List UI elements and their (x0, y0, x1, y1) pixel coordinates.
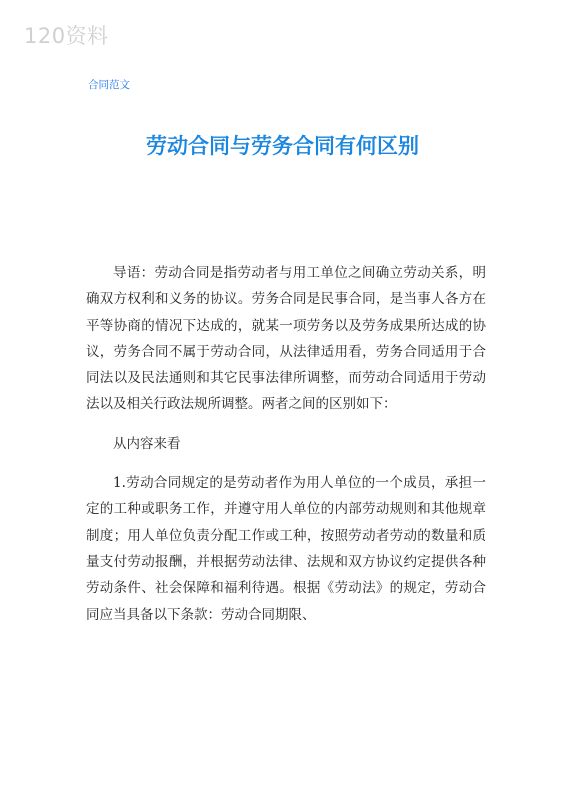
watermark-logo: 120资料 (24, 24, 109, 48)
category-label[interactable]: 合同范文 (88, 79, 130, 91)
page-title: 劳动合同与劳务合同有何区别 (146, 134, 419, 158)
paragraph-intro: 导语：劳动合同是指劳动者与用工单位之间确立劳动关系，明确双方权利和义务的协议。劳务合同是民事合同，是当事人各方在平等协商的情况下达成的，就某一项劳务以及劳务成果所达成的协议，劳务合同不属于劳动合同，从法律适用看，劳务合同适用于合同法以及民法通则和其它民事法律所调整，而劳动合同适用于劳动法以及相关行政法规所调整。两者之间的区别如下： (86, 265, 486, 413)
document-body (86, 260, 486, 628)
paragraph-section-heading: 从内容来看 (113, 435, 181, 452)
paragraph-point-1: 1.劳动合同规定的是劳动者作为用人单位的一个成员，承担一定的工种或职务工作，并遵守用人单位的内部劳动规则和其他规章制度；用人单位负责分配工作或工种，按照劳动者劳动的数量和质量支付劳动报酬，并根据劳动法律、法规和双方协议约定提供各种劳动条件、社会保障和福利待遇。根据《劳动法》的规定，劳动合同应当具备以下条款：劳动合同期限、 (86, 475, 486, 623)
